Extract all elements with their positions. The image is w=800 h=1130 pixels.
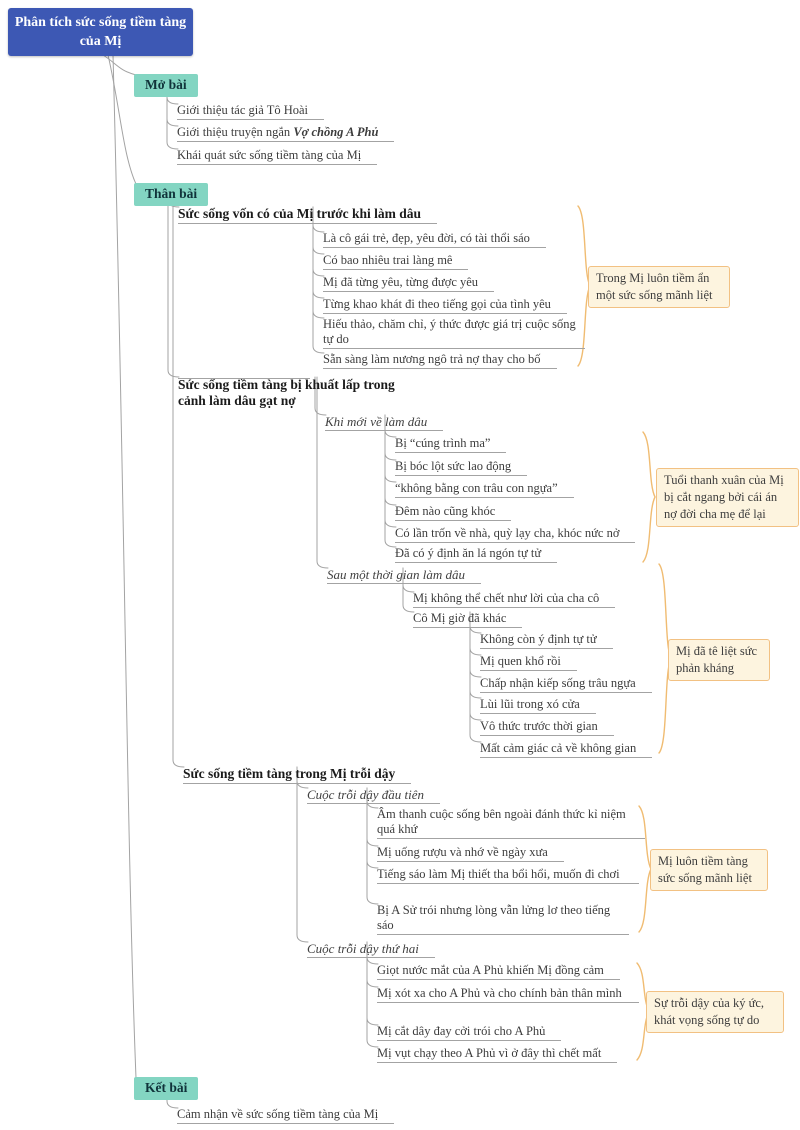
root-node: Phân tích sức sống tiềm tàng của Mị [8, 8, 193, 56]
mindmap-node: Mị vụt chạy theo A Phủ vì ở đây thì chết mất [377, 1046, 617, 1063]
branch-box-ket-bai: Kết bài [134, 1077, 198, 1100]
trunk-connector [113, 55, 136, 1078]
mindmap-node: Lùi lũi trong xó cửa [480, 697, 596, 714]
mindmap-node: “không bằng con trâu con ngựa” [395, 481, 574, 498]
mindmap-node [177, 125, 394, 142]
brace-bracket [643, 432, 655, 562]
mindmap-node: Mất cảm giác cả về không gian [480, 741, 652, 758]
mindmap-node: Không còn ý định tự tử [480, 632, 613, 649]
callout-note: Trong Mị luôn tiềm ẩn một sức sống mãnh liệt [588, 266, 730, 308]
trunk-connector [108, 55, 136, 184]
branch-connector [173, 189, 184, 767]
mindmap-node: Chấp nhận kiếp sống trâu ngựa [480, 676, 652, 693]
callout-note: Sự trỗi dậy của ký ức, khát vọng sống tự do [646, 991, 784, 1033]
mindmap-node: Mị cắt dây đay cởi trói cho A Phủ [377, 1024, 561, 1041]
mindmap-node: Là cô gái trẻ, đẹp, yêu đời, có tài thổi sáo [323, 231, 546, 248]
mindmap-node: Mị uống rượu và nhớ về ngày xưa [377, 845, 564, 862]
branch-box-mo-bai: Mở bài [134, 74, 198, 97]
mindmap-node: Mị đã từng yêu, từng được yêu [323, 275, 494, 292]
mindmap-node: Cô Mị giờ đã khác [413, 611, 522, 628]
mindmap-node: Khái quát sức sống tiềm tàng của Mị [177, 148, 377, 165]
callout-note: Mị đã tê liệt sức phản kháng [668, 639, 770, 681]
mindmap-node: Hiếu thảo, chăm chỉ, ý thức được giá trị cuộc sống tự do [323, 317, 585, 349]
node-underline [178, 378, 310, 379]
mindmap-node: Bị A Sử trói nhưng lòng vẫn lửng lơ theo tiếng sáo [377, 903, 629, 935]
callout-note: Tuổi thanh xuân của Mị bị cắt ngang bởi cái án nợ đời cha mẹ để lại [656, 468, 799, 527]
mindmap-node: Đêm nào cũng khóc [395, 504, 511, 521]
callout-note: Mị luôn tiềm tàng sức sống mãnh liệt [650, 849, 768, 891]
mindmap-node: Bị “cúng trình ma” [395, 436, 506, 453]
mindmap-node: Mị xót xa cho A Phủ và cho chính bản thân mình [377, 986, 639, 1003]
mindmap-node: Có bao nhiêu trai làng mê [323, 253, 468, 270]
mindmap-node: Sẵn sàng làm nương ngô trả nợ thay cho bố [323, 352, 557, 369]
trunk-connector [103, 55, 136, 75]
mindmap-node: Giọt nước mắt của A Phủ khiến Mị đồng cảm [377, 963, 620, 980]
mindmap-node: Vô thức trước thời gian [480, 719, 614, 736]
mindmap-node: Có lần trốn về nhà, quỳ lạy cha, khóc nức nở [395, 526, 635, 543]
branch-header: Sức sống tiềm tàng bị khuất lấp trong cảnh làm dâu gạt nợ [178, 377, 395, 408]
sub-branch-header: Khi mới về làm dâu [325, 414, 443, 431]
mindmap-node-text: Giới thiệu truyện ngắn [177, 125, 294, 139]
sub-branch-header: Cuộc trỗi dậy thứ hai [307, 941, 435, 958]
mindmap-node: Mị không thể chết như lời của cha cô [413, 591, 615, 608]
mindmap-node: Tiếng sáo làm Mị thiết tha bổi hổi, muốn đi chơi [377, 867, 639, 884]
mindmap-node: Bị bóc lột sức lao động [395, 459, 527, 476]
mindmap-node: Giới thiệu tác giả Tô Hoài [177, 103, 324, 120]
mindmap-node: Từng khao khát đi theo tiếng gọi của tình yêu [323, 297, 567, 314]
mindmap-node: Đã có ý định ăn lá ngón tự tử [395, 546, 557, 563]
sub-branch-header: Sau một thời gian làm dâu [327, 567, 481, 584]
mindmap-node: Mị quen khổ rồi [480, 654, 577, 671]
mindmap-node: Âm thanh cuộc sống bên ngoài đánh thức kỉ niệm quá khứ [377, 807, 645, 839]
branch-header: Sức sống tiềm tàng trong Mị trỗi dậy [183, 766, 411, 784]
sub-branch-header: Cuộc trỗi dậy đầu tiên [307, 787, 440, 804]
branch-box-than-bai: Thân bài [134, 183, 208, 206]
branch-header: Sức sống vốn có của Mị trước khi làm dâu [178, 206, 437, 224]
mindmap-node-title-emphasis: Vợ chồng A Phủ [293, 125, 379, 139]
mindmap-node: Cảm nhận về sức sống tiềm tàng của Mị [177, 1107, 394, 1124]
